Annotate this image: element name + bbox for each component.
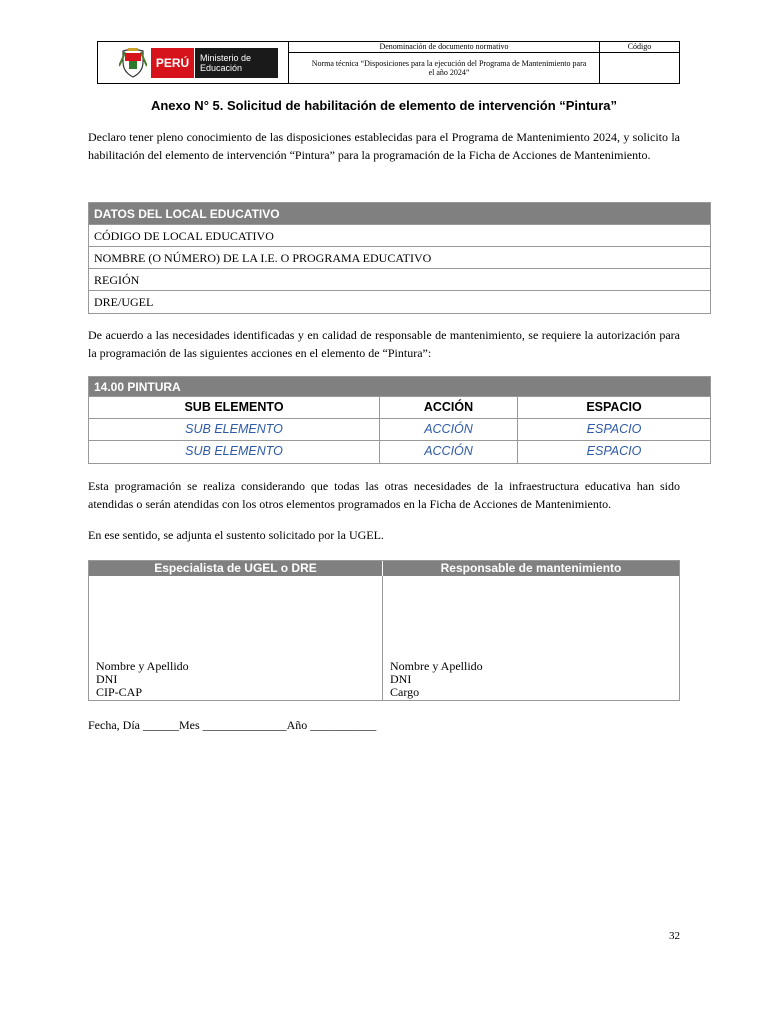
column-header-sub-elemento: SUB ELEMENTO: [89, 397, 380, 418]
signature-line: Nombre y Apellido: [390, 659, 483, 673]
doc-name: Norma técnica “Disposiciones para la ejecución del Programa de Mantenimiento para el año 2024”: [289, 53, 600, 83]
maintenance-responsible-heading: Responsable de mantenimiento: [440, 561, 622, 575]
sub-elemento-cell[interactable]: SUB ELEMENTO: [89, 419, 380, 440]
column-header-espacio: ESPACIO: [586, 400, 642, 414]
programming-paragraph: Esta programación se realiza considerando que todas las otras necesidades de la infraestructura educativa han sido atendidas o serán atendidas con los otros elementos programados en la Ficha de Acciones de Mantenimiento.: [88, 479, 680, 511]
table-header-row: [89, 397, 710, 419]
signature-table-header: [89, 561, 679, 576]
espacio-cell[interactable]: ESPACIO: [586, 444, 642, 458]
page-number: 32: [669, 930, 680, 942]
date-line[interactable]: Fecha, Día ______Mes ______________Año ___________: [88, 718, 377, 732]
signature-line: CIP-CAP: [96, 685, 143, 699]
signature-line: DNI: [390, 672, 412, 686]
table-row: CÓDIGO DE LOCAL EDUCATIVO: [89, 225, 710, 247]
accion-cell[interactable]: ACCIÓN: [380, 441, 518, 463]
signature-table-body: [89, 576, 679, 700]
pintura-table: [88, 376, 711, 464]
logo-ministry: Ministerio de Educación: [195, 48, 278, 78]
doc-label: Denominación de documento normativo: [289, 42, 600, 53]
signature-line: Nombre y Apellido: [96, 659, 189, 673]
sub-elemento-cell[interactable]: SUB ELEMENTO: [89, 441, 380, 463]
responsible-signature-lines: [390, 660, 483, 699]
local-data-table: [88, 202, 711, 314]
pintura-table-heading: 14.00 PINTURA: [89, 377, 710, 397]
code-value: [600, 53, 679, 83]
page-title: Anexo N° 5. Solicitud de habilitación de elemento de intervención “Pintura”: [150, 98, 618, 113]
logo-country: PERÚ: [151, 48, 194, 78]
signature-line: DNI: [96, 672, 118, 686]
table-row: [89, 441, 710, 463]
accion-cell[interactable]: ACCIÓN: [380, 419, 518, 440]
table-row: NOMBRE (O NÚMERO) DE LA I.E. O PROGRAMA EDUCATIVO: [89, 247, 710, 269]
responsible-signature-cell[interactable]: [383, 576, 679, 700]
intro-paragraph: Declaro tener pleno conocimiento de las disposiciones establecidas para el Programa de Mantenimiento 2024, y solicito la habilitación del elemento de intervención “Pintura” para la programación de la Ficha de Acciones de Mantenimiento.: [88, 130, 680, 162]
logo-cell: [98, 42, 289, 83]
needs-paragraph: De acuerdo a las necesidades identificadas y en calidad de responsable de mantenimiento, se requiere la autorización para la programación de las siguientes acciones en el elemento de “Pintura”:: [88, 328, 680, 360]
document-header: [97, 41, 680, 84]
espacio-cell[interactable]: ESPACIO: [586, 422, 642, 436]
support-paragraph: En ese sentido, se adjunta el sustento solicitado por la UGEL.: [88, 528, 384, 542]
ugel-signature-lines: [96, 660, 189, 699]
signature-table: [88, 560, 680, 701]
table-row: DRE/UGEL: [94, 295, 154, 309]
local-table-heading: DATOS DEL LOCAL EDUCATIVO: [89, 203, 710, 225]
ugel-signature-cell[interactable]: [89, 576, 383, 700]
code-label: Código: [600, 42, 679, 53]
column-header-accion: ACCIÓN: [380, 397, 518, 418]
signature-line: Cargo: [390, 685, 420, 699]
national-seal-icon: [119, 48, 147, 78]
table-row: [89, 419, 710, 441]
table-row: REGIÓN: [89, 269, 710, 291]
ugel-specialist-heading: Especialista de UGEL o DRE: [89, 561, 383, 576]
